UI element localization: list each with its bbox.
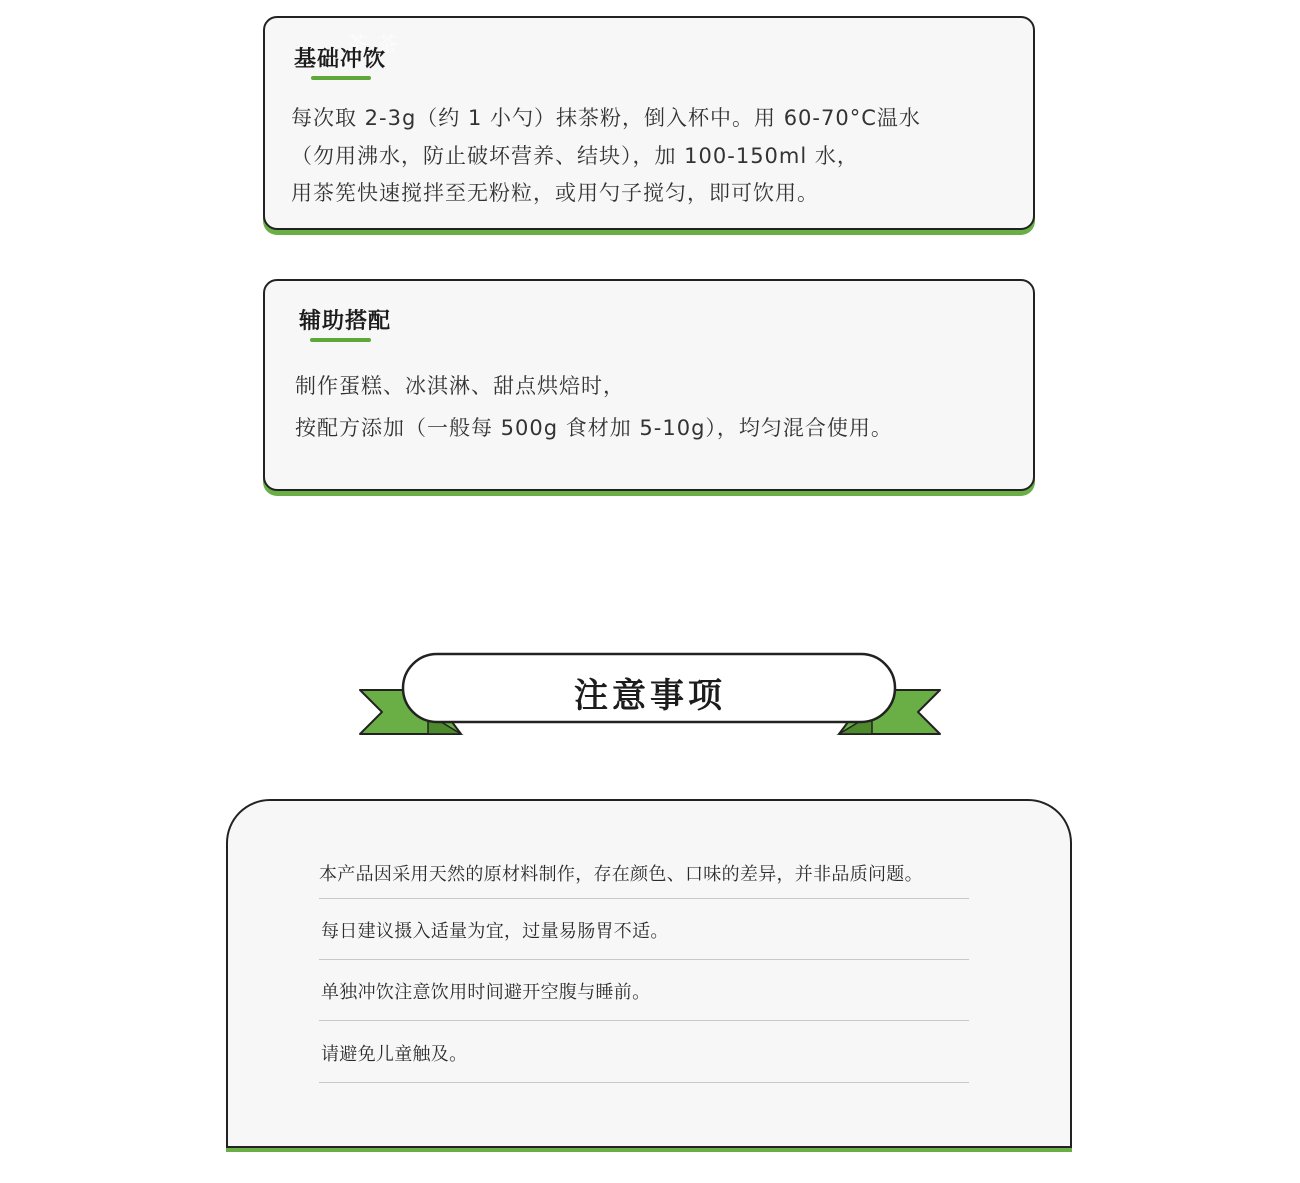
body-line: （勿用沸水，防止破坏营养、结块），加 100-150ml 水， — [291, 143, 859, 168]
note-text: 单独冲饮注意饮用时间避开空腹与睡前。 — [321, 982, 651, 1003]
notice-list — [319, 851, 969, 1083]
card-title-pairing: 辅助搭配 — [299, 309, 392, 334]
body-line: 每次取 2-3g（约 1 小勺）抹茶粉，倒入杯中。用 60-70°C温水 — [291, 106, 921, 130]
note-text: 本产品因采用天然的原材料制作，存在颜色、口味的差异，并非品质问题。 — [319, 864, 923, 885]
card-body-basic — [291, 100, 921, 213]
list-item — [319, 1021, 969, 1083]
body-line: 制作蛋糕、冰淇淋、甜点烘焙时， — [295, 374, 625, 398]
card-body-pairing — [295, 365, 893, 449]
title-underline — [310, 338, 371, 342]
note-text: 每日建议摄入适量为宜，过量易肠胃不适。 — [321, 921, 669, 942]
title-underline — [311, 76, 371, 80]
ghost-text: 茶 茶 — [347, 32, 400, 56]
note-text: 请避免儿童触及。 — [321, 1044, 468, 1065]
list-item — [319, 899, 969, 960]
notice-ribbon — [358, 652, 942, 738]
notice-heading: 注意事项 — [574, 676, 726, 716]
card-title-basic: 基础冲饮 — [294, 47, 387, 72]
usage-card-basic — [263, 16, 1035, 230]
body-line: 用茶筅快速搅拌至无粉粒，或用勺子搅匀，即可饮用。 — [291, 181, 819, 205]
body-line: 按配方添加（一般每 500g 食材加 5-10g），均匀混合使用。 — [295, 416, 893, 440]
usage-card-pairing — [263, 279, 1035, 491]
notice-panel — [226, 799, 1072, 1148]
list-item — [319, 960, 969, 1021]
list-item — [319, 851, 969, 899]
